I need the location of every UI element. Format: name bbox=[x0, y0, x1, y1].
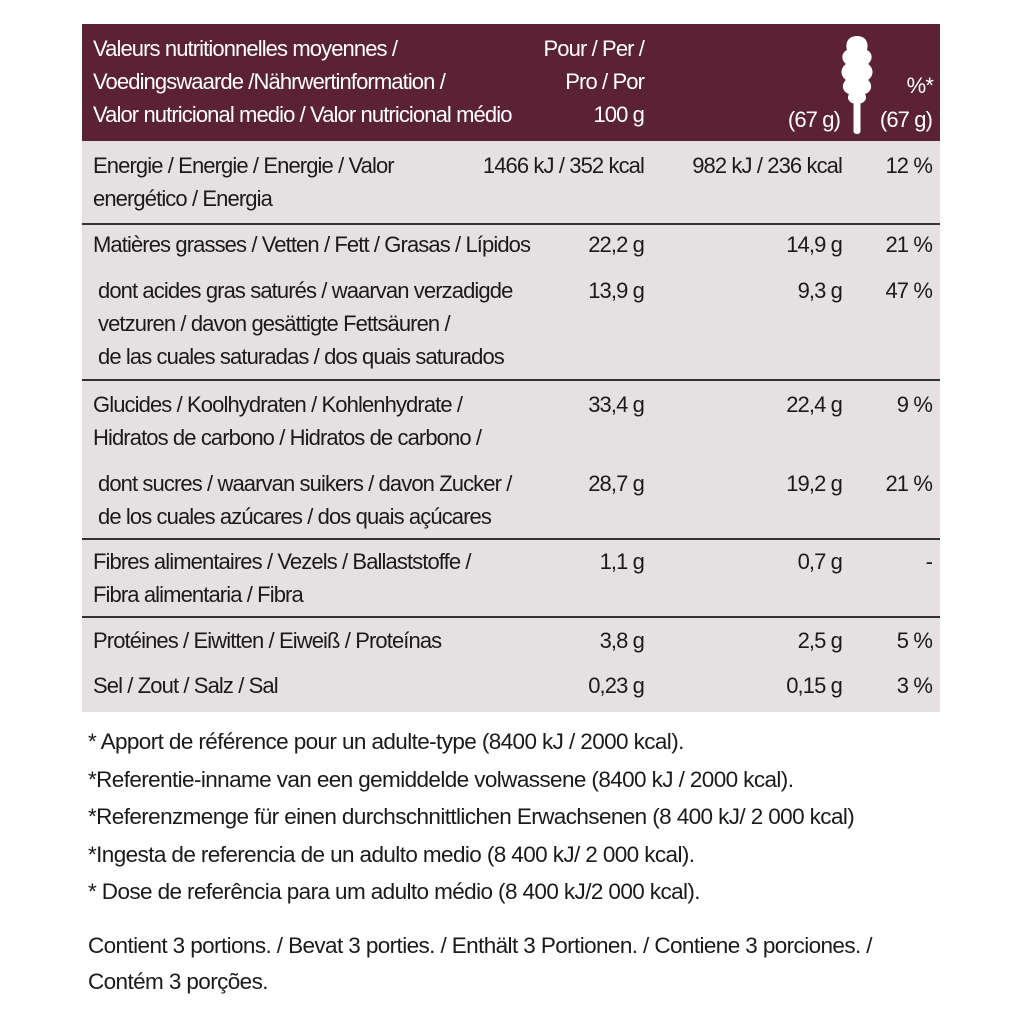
portions-note: Contient 3 portions. / Bevat 3 porties. / Enthält 3 Portionen. / Contiene 3 porciones. / bbox=[88, 933, 872, 958]
header-portion-label: (67 g) bbox=[787, 107, 840, 132]
portion-value: 22,4 g bbox=[786, 392, 842, 417]
ri-value: 21 % bbox=[885, 471, 932, 496]
header-title-line: Valor nutricional medio / Valor nutricional médio bbox=[93, 102, 512, 127]
per100-value: 28,7 g bbox=[588, 471, 644, 496]
ri-value: 3 % bbox=[896, 673, 932, 698]
row-label-line: Sel / Zout / Salz / Sal bbox=[93, 673, 278, 698]
row-label-line: Protéines / Eiwitten / Eiweiß / Proteínas bbox=[93, 628, 442, 653]
header-per100-line: Pro / Por bbox=[565, 69, 644, 94]
row-label-line: energético / Energia bbox=[93, 186, 272, 211]
row-divider bbox=[82, 538, 940, 540]
ice-cream-on-stick-icon bbox=[837, 34, 877, 134]
footnote: *Ingesta de referencia de un adulto medio (8 400 kJ/ 2 000 kcal). bbox=[88, 842, 695, 867]
ri-value: 47 % bbox=[885, 278, 932, 303]
ri-value: - bbox=[925, 549, 932, 574]
portion-value: 2,5 g bbox=[797, 628, 842, 653]
portion-value: 0,15 g bbox=[786, 673, 842, 698]
ri-value: 9 % bbox=[896, 392, 932, 417]
row-label-line: vetzuren / davon gesättigte Fettsäuren / bbox=[98, 311, 450, 336]
per100-value: 3,8 g bbox=[599, 628, 644, 653]
footnote: *Referentie-inname van een gemiddelde volwassene (8400 kJ / 2000 kcal). bbox=[88, 767, 794, 792]
row-label-line: de las cuales saturadas / dos quais saturados bbox=[98, 344, 504, 369]
table-header bbox=[82, 24, 940, 141]
row-label-line: Fibra alimentaria / Fibra bbox=[93, 582, 303, 607]
row-divider bbox=[82, 223, 940, 225]
header-per100-line: Pour / Per / bbox=[543, 36, 644, 61]
ri-value: 21 % bbox=[885, 232, 932, 257]
row-divider bbox=[82, 616, 940, 618]
row-label-line: Fibres alimentaires / Vezels / Ballaststoffe / bbox=[93, 549, 471, 574]
ri-value: 12 % bbox=[885, 153, 932, 178]
portion-value: 19,2 g bbox=[786, 471, 842, 496]
footnote: *Referenzmenge für einen durchschnittlichen Erwachsenen (8 400 kJ/ 2 000 kcal) bbox=[88, 804, 855, 829]
row-label-line: Energie / Energie / Energie / Valor bbox=[93, 153, 394, 178]
per100-value: 1466 kJ / 352 kcal bbox=[482, 153, 644, 178]
portion-value: 14,9 g bbox=[786, 232, 842, 257]
row-divider bbox=[82, 379, 940, 381]
portion-value: 0,7 g bbox=[797, 549, 842, 574]
header-pct-mark: %* bbox=[906, 73, 933, 98]
portion-value: 9,3 g bbox=[797, 278, 842, 303]
per100-value: 0,23 g bbox=[588, 673, 644, 698]
row-label-line: dont sucres / waarvan suikers / davon Zucker / bbox=[98, 471, 512, 496]
row-label-line: Matières grasses / Vetten / Fett / Grasas / Lípidos bbox=[93, 232, 531, 257]
footnote: * Dose de referência para um adulto médio (8 400 kJ/2 000 kcal). bbox=[88, 879, 700, 904]
per100-value: 13,9 g bbox=[588, 278, 644, 303]
row-label-line: dont acides gras saturés / waarvan verzadigde bbox=[98, 278, 513, 303]
header-title-line: Voedingswaarde /Nährwertinformation / bbox=[93, 69, 445, 94]
portion-value: 982 kJ / 236 kcal bbox=[692, 153, 842, 178]
ri-value: 5 % bbox=[896, 628, 932, 653]
header-pct-portion-label: (67 g) bbox=[879, 107, 932, 132]
per100-value: 33,4 g bbox=[588, 392, 644, 417]
footnote: * Apport de référence pour un adulte-type (8400 kJ / 2000 kcal). bbox=[88, 729, 684, 754]
row-label-line: Glucides / Koolhydraten / Kohlenhydrate / bbox=[93, 392, 463, 417]
portions-note: Contém 3 porções. bbox=[88, 969, 268, 994]
nutrition-table bbox=[82, 24, 940, 712]
row-label-line: Hidratos de carbono / Hidratos de carbono / bbox=[93, 425, 482, 450]
per100-value: 22,2 g bbox=[588, 232, 644, 257]
header-title-line: Valeurs nutritionnelles moyennes / bbox=[93, 36, 398, 61]
per100-value: 1,1 g bbox=[599, 549, 644, 574]
header-per100-line: 100 g bbox=[593, 102, 644, 127]
row-label-line: de los cuales azúcares / dos quais açúcares bbox=[98, 504, 491, 529]
